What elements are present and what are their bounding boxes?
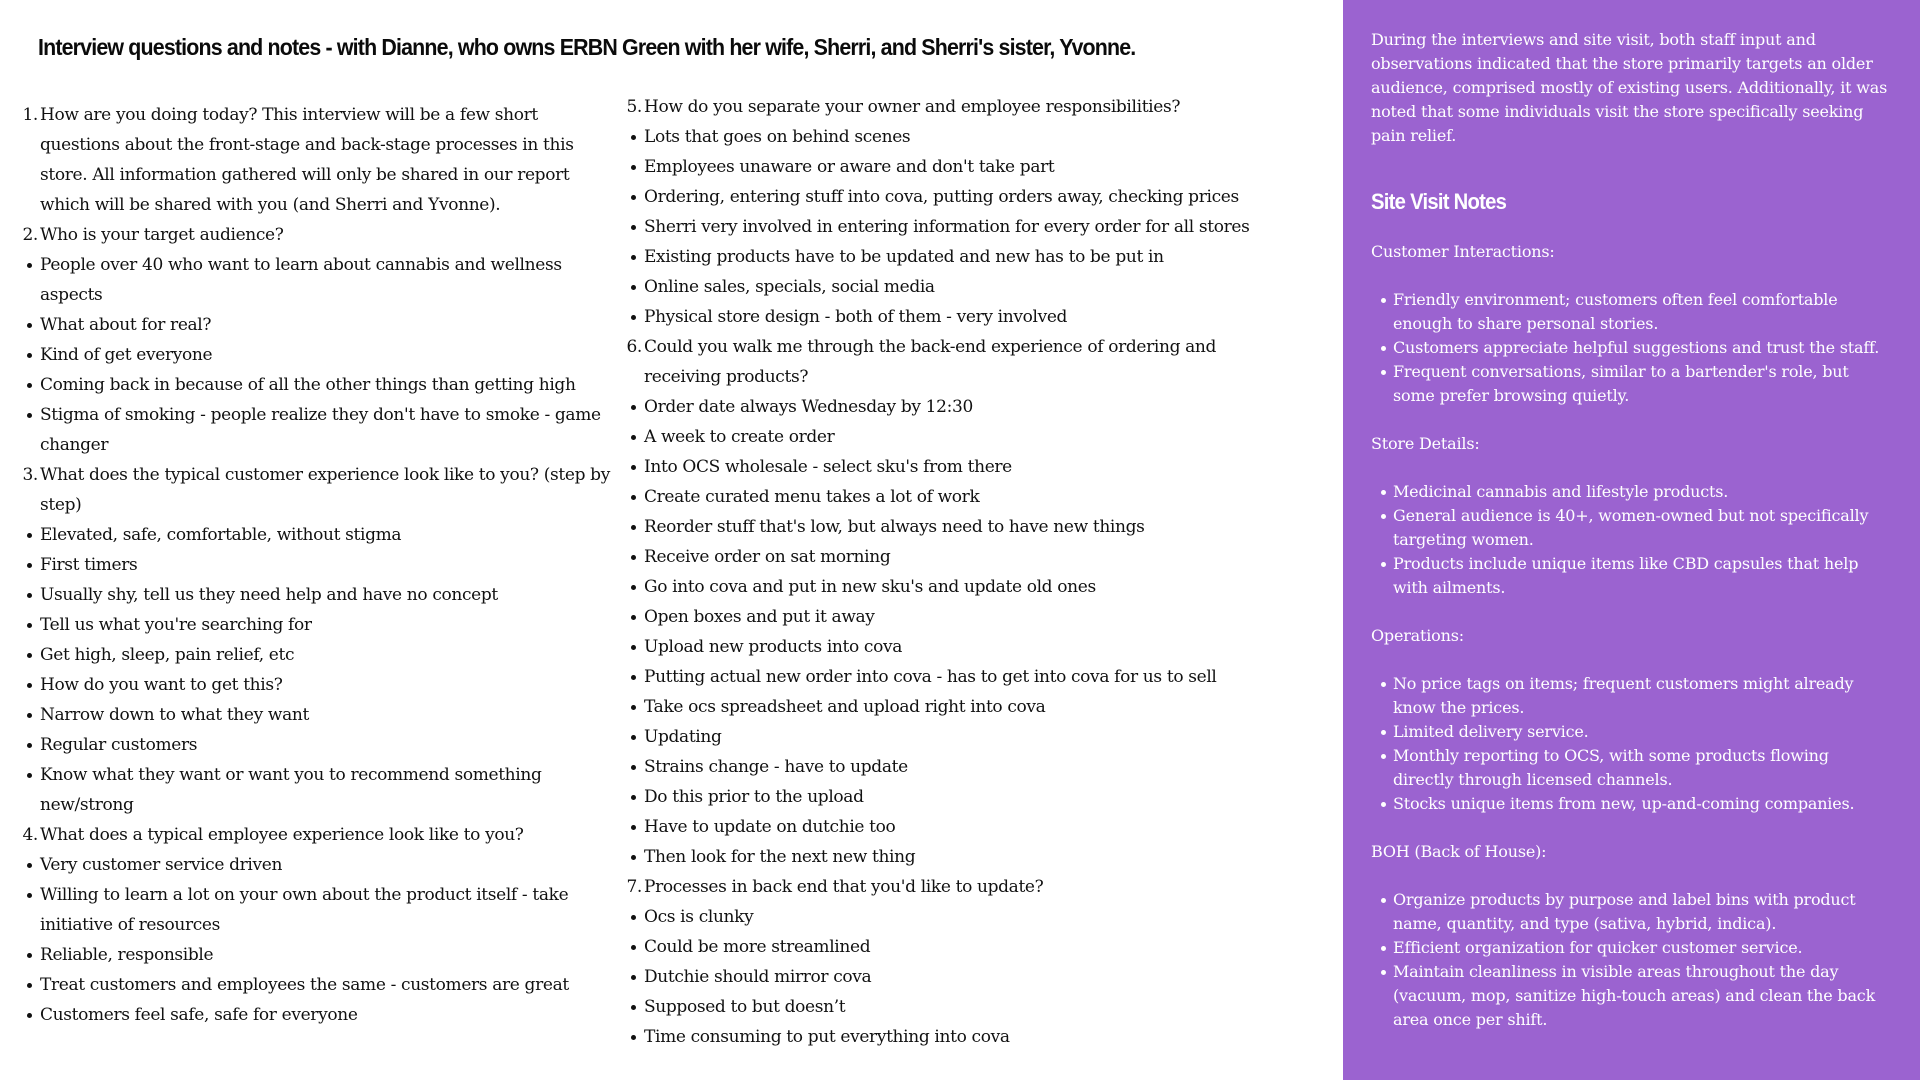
answer-text: Dutchie should mirror cova [644, 967, 872, 987]
answer-text: Create curated menu takes a lot of work [644, 487, 980, 507]
bullet-icon [27, 773, 32, 778]
question-number: 4. [22, 825, 38, 845]
bullet-icon [631, 285, 636, 290]
interview-notes-middle-column [626, 92, 1284, 1052]
bullet-icon [27, 413, 32, 418]
bullet-icon [27, 623, 32, 628]
answer-bullet [40, 640, 620, 670]
answer-bullet [644, 902, 1284, 932]
section-bullet-item: Efficient organization for quicker customer service. [1393, 936, 1891, 960]
bullet-icon [27, 953, 32, 958]
answer-bullet [644, 182, 1284, 212]
panel-intro-paragraph: During the interviews and site visit, both staff input and observations indicated that the store primarily targets an older audience, comprised mostly of existing users. Additionally, it was noted that some individuals visit the store specifically seeking pain relief. [1371, 30, 1888, 145]
section-bullet-item: Stocks unique items from new, up-and-coming companies. [1393, 792, 1891, 816]
bullet-icon [27, 593, 32, 598]
answer-bullet [644, 392, 1284, 422]
bullet-icon [27, 383, 32, 388]
bullet-icon [27, 323, 32, 328]
answer-text: Could be more streamlined [644, 937, 871, 957]
site-visit-panel [1343, 0, 1920, 1080]
bullet-icon [27, 533, 32, 538]
answer-text: Receive order on sat morning [644, 547, 891, 567]
section-title: Operations: [1371, 626, 1464, 645]
section-bullet-item: No price tags on items; frequent customers might already know the prices. [1393, 672, 1891, 720]
answer-text: Then look for the next new thing [644, 847, 916, 867]
answer-text: Employees unaware or aware and don't take part [644, 157, 1055, 177]
bullet-icon [631, 705, 636, 710]
answer-text: Very customer service driven [40, 855, 283, 875]
answer-text: People over 40 who want to learn about cannabis and wellness aspects [40, 255, 562, 305]
answer-bullet [644, 632, 1284, 662]
answer-bullet [644, 302, 1284, 332]
answer-bullet [644, 722, 1284, 752]
bullet-icon [631, 615, 636, 620]
answer-text: Time consuming to put everything into cova [644, 1027, 1010, 1047]
answer-text: What about for real? [40, 315, 212, 335]
answer-bullet [644, 512, 1284, 542]
bullet-icon [631, 675, 636, 680]
site-visit-panel-content [1371, 28, 1891, 1032]
bullet-icon [631, 165, 636, 170]
section-title: Customer Interactions: [1371, 242, 1555, 261]
answer-text: Putting actual new order into cova - has to get into cova for us to sell [644, 667, 1217, 687]
site-visit-sections [1371, 240, 1891, 1032]
answer-text: Coming back in because of all the other things than getting high [40, 375, 576, 395]
question-number: 5. [626, 97, 642, 117]
answer-bullet [40, 310, 620, 340]
answer-bullet [644, 122, 1284, 152]
bullet-icon [631, 915, 636, 920]
question-number: 1. [22, 105, 38, 125]
section-title: Store Details: [1371, 434, 1480, 453]
bullet-icon [631, 225, 636, 230]
question-item [22, 100, 620, 220]
answer-text: Ordering, entering stuff into cova, putting orders away, checking prices [644, 187, 1239, 207]
answer-bullet [40, 610, 620, 640]
bullet-icon [631, 735, 636, 740]
bullet-icon [631, 465, 636, 470]
bullet-icon [631, 555, 636, 560]
bullet-icon [631, 195, 636, 200]
question-text: Could you walk me through the back-end experience of ordering and receiving products? [644, 337, 1217, 387]
section-bullet-item: Customers appreciate helpful suggestions and trust the staff. [1393, 336, 1891, 360]
answer-text: Elevated, safe, comfortable, without stigma [40, 525, 402, 545]
section-bullet-item: General audience is 40+, women-owned but not specifically targeting women. [1393, 504, 1891, 552]
answer-bullet [644, 812, 1284, 842]
answer-bullet [644, 992, 1284, 1022]
question-text: How do you separate your owner and employee responsibilities? [644, 97, 1181, 117]
answer-text: Take ocs spreadsheet and upload right into cova [644, 697, 1046, 717]
answer-text: First timers [40, 555, 138, 575]
answer-bullet [644, 842, 1284, 872]
answer-bullet [644, 692, 1284, 722]
question-text: Who is your target audience? [40, 225, 284, 245]
site-visit-notes-heading: Site Visit Notes [1371, 189, 1507, 214]
answer-bullet [40, 1000, 620, 1030]
answer-text: Kind of get everyone [40, 345, 213, 365]
interview-notes-left-column [22, 100, 620, 1030]
answer-text: Narrow down to what they want [40, 705, 309, 725]
section-bullet-list [1371, 480, 1891, 600]
section-bullet-item: Limited delivery service. [1393, 720, 1891, 744]
answer-text: Willing to learn a lot on your own about the product itself - take initiative of resources [40, 885, 569, 935]
bullet-icon [27, 653, 32, 658]
bullet-icon [27, 1013, 32, 1018]
question-number: 7. [626, 877, 642, 897]
answer-text: Existing products have to be updated and new has to be put in [644, 247, 1164, 267]
answer-bullet [40, 940, 620, 970]
answer-text: Treat customers and employees the same - customers are great [40, 975, 569, 995]
bullet-icon [631, 435, 636, 440]
section-bullet-list [1371, 888, 1891, 1032]
bullet-icon [631, 645, 636, 650]
section-bullet-list [1371, 288, 1891, 408]
bullet-icon [631, 945, 636, 950]
answer-bullet [40, 880, 620, 940]
question-number: 3. [22, 465, 38, 485]
question-item [22, 820, 620, 850]
answer-text: Regular customers [40, 735, 198, 755]
section-bullet-item: Maintain cleanliness in visible areas throughout the day (vacuum, mop, sanitize high-touch areas) and clean the back area once per shift. [1393, 960, 1891, 1032]
bullet-icon [631, 585, 636, 590]
section-title: BOH (Back of House): [1371, 842, 1547, 861]
answer-bullet [40, 970, 620, 1000]
bullet-icon [27, 683, 32, 688]
answer-bullet [644, 932, 1284, 962]
answer-bullet [644, 602, 1284, 632]
bullet-icon [27, 983, 32, 988]
answer-bullet [40, 550, 620, 580]
answer-bullet [40, 520, 620, 550]
answer-text: Get high, sleep, pain relief, etc [40, 645, 295, 665]
answer-text: Reliable, responsible [40, 945, 214, 965]
bullet-icon [27, 863, 32, 868]
answer-text: Customers feel safe, safe for everyone [40, 1005, 358, 1025]
bullet-icon [631, 315, 636, 320]
answer-text: Go into cova and put in new sku's and update old ones [644, 577, 1096, 597]
answer-bullet [644, 752, 1284, 782]
bullet-icon [631, 1035, 636, 1040]
bullet-icon [27, 893, 32, 898]
answer-text: Ocs is clunky [644, 907, 754, 927]
bullet-icon [631, 1005, 636, 1010]
bullet-icon [27, 563, 32, 568]
answer-text: Order date always Wednesday by 12:30 [644, 397, 973, 417]
answer-text: Into OCS wholesale - select sku's from there [644, 457, 1012, 477]
answer-text: How do you want to get this? [40, 675, 283, 695]
section-bullet-item: Monthly reporting to OCS, with some products flowing directly through licensed channels. [1393, 744, 1891, 792]
answer-bullet [644, 482, 1284, 512]
section-bullet-item: Medicinal cannabis and lifestyle products. [1393, 480, 1891, 504]
answer-text: Online sales, specials, social media [644, 277, 935, 297]
answer-bullet [644, 542, 1284, 572]
answer-bullet [40, 250, 620, 310]
answer-text: Updating [644, 727, 722, 747]
bullet-icon [631, 825, 636, 830]
answer-text: Reorder stuff that's low, but always need to have new things [644, 517, 1145, 537]
answer-bullet [644, 962, 1284, 992]
answer-text: Usually shy, tell us they need help and have no concept [40, 585, 498, 605]
answer-bullet [644, 212, 1284, 242]
answer-bullet [40, 340, 620, 370]
section-bullet-list [1371, 672, 1891, 816]
answer-text: Physical store design - both of them - very involved [644, 307, 1068, 327]
page-title: Interview questions and notes - with Dianne, who owns ERBN Green with her wife, Sherri, and Sherri's sister, Yvonne. [38, 34, 1136, 60]
answer-bullet [644, 242, 1284, 272]
answer-text: Tell us what you're searching for [40, 615, 312, 635]
answer-text: Open boxes and put it away [644, 607, 875, 627]
bullet-icon [631, 495, 636, 500]
bullet-icon [27, 353, 32, 358]
answer-text: Stigma of smoking - people realize they don't have to smoke - game changer [40, 405, 601, 455]
question-item [626, 332, 1284, 392]
bullet-icon [631, 975, 636, 980]
answer-bullet [40, 580, 620, 610]
answer-bullet [644, 272, 1284, 302]
bullet-icon [631, 255, 636, 260]
section-bullet-item: Friendly environment; customers often feel comfortable enough to share personal stories. [1393, 288, 1891, 336]
answer-bullet [644, 572, 1284, 602]
question-item [626, 92, 1284, 122]
answer-text: Strains change - have to update [644, 757, 908, 777]
question-text: What does a typical employee experience look like to you? [40, 825, 524, 845]
answer-bullet [40, 730, 620, 760]
answer-text: Lots that goes on behind scenes [644, 127, 911, 147]
answer-text: Know what they want or want you to recommend something new/strong [40, 765, 542, 815]
section-bullet-item: Products include unique items like CBD capsules that help with ailments. [1393, 552, 1891, 600]
bullet-icon [631, 765, 636, 770]
answer-text: Have to update on dutchie too [644, 817, 896, 837]
answer-bullet [644, 662, 1284, 692]
question-text: Processes in back end that you'd like to update? [644, 877, 1044, 897]
answer-text: A week to create order [644, 427, 835, 447]
answer-bullet [644, 452, 1284, 482]
answer-bullet [40, 700, 620, 730]
section-bullet-item: Organize products by purpose and label bins with product name, quantity, and type (sativa, hybrid, indica). [1393, 888, 1891, 936]
question-number: 6. [626, 337, 642, 357]
answer-text: Sherri very involved in entering information for every order for all stores [644, 217, 1250, 237]
answer-bullet [40, 370, 620, 400]
bullet-icon [27, 263, 32, 268]
answer-text: Supposed to but doesn’t [644, 997, 846, 1017]
question-text: How are you doing today? This interview will be a few short questions about the front-stage and back-stage processes in this store. All information gathered will only be shared in our report which will be shared with you (and Sherri and Yvonne). [40, 105, 574, 215]
bullet-icon [631, 795, 636, 800]
answer-bullet [644, 152, 1284, 182]
answer-text: Do this prior to the upload [644, 787, 864, 807]
answer-bullet [40, 670, 620, 700]
answer-bullet [40, 850, 620, 880]
bullet-icon [27, 743, 32, 748]
answer-bullet [644, 422, 1284, 452]
bullet-icon [631, 855, 636, 860]
bullet-icon [27, 713, 32, 718]
answer-bullet [40, 400, 620, 460]
bullet-icon [631, 405, 636, 410]
section-bullet-item: Frequent conversations, similar to a bartender's role, but some prefer browsing quietly. [1393, 360, 1891, 408]
bullet-icon [631, 525, 636, 530]
question-item [22, 220, 620, 250]
question-number: 2. [22, 225, 38, 245]
bullet-icon [631, 135, 636, 140]
question-item [626, 872, 1284, 902]
answer-bullet [644, 782, 1284, 812]
question-item [22, 460, 620, 520]
answer-bullet [644, 1022, 1284, 1052]
answer-bullet [40, 760, 620, 820]
answer-text: Upload new products into cova [644, 637, 903, 657]
question-text: What does the typical customer experience look like to you? (step by step) [40, 465, 610, 515]
